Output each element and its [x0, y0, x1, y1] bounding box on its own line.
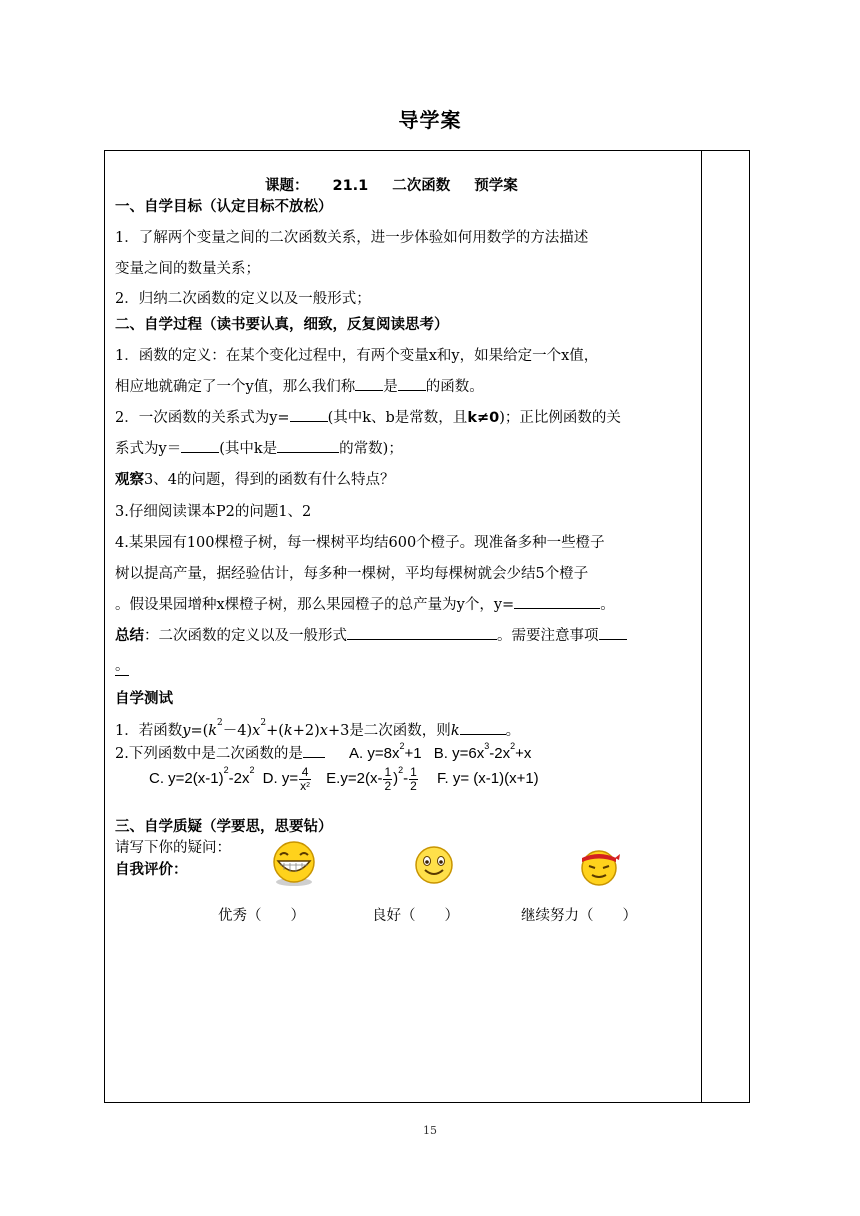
blank-6[interactable]: [514, 594, 600, 609]
definition-line1: 1．函数的定义：在某个变化过程中，有两个变量x和y，如果给定一个x值，: [115, 348, 599, 364]
section1-heading: 一、自学目标（认定目标不放松）: [115, 199, 333, 215]
blank-10[interactable]: [303, 743, 325, 758]
reading-task: 3.仔细阅读课本P2的问题1、2: [115, 504, 312, 520]
lesson-number: 21.1: [332, 178, 369, 194]
eval-keep-trying[interactable]: 继续努力（ ）: [521, 908, 637, 924]
blank-7[interactable]: [347, 625, 497, 640]
summary-end: 。: [115, 654, 129, 676]
test-question-1: 1．若函数$y=(k^2-4)x^2+(k+2)x+3$是二次函数，则k 。: [115, 718, 521, 739]
page-number: 15: [423, 1124, 437, 1137]
section2-heading: 二、自学过程（读书要认真，细致，反复阅读思考）: [115, 317, 449, 333]
orchard-line2: 树以提高产量，据经验估计，每多种一棵树，平均每棵树就会少结5个橙子: [115, 566, 589, 582]
orchard-line3: 。假设果园增种x棵橙子树，那么果园橙子的总产量为y个，y= 。: [115, 593, 615, 614]
option-c: C. $y=2(x-1)^2-2x^2$: [149, 765, 255, 788]
document-title: 导学案: [398, 108, 462, 132]
lesson-type: 预学案: [474, 178, 518, 194]
option-e: E.y=2(x- $\frac{1}{2}$ )$^2$- $\frac{1}{2}$: [326, 765, 417, 793]
option-f: F. y= (x-1)(x+1): [437, 770, 539, 788]
smiling-face-icon: [413, 844, 455, 886]
linear-function-line1: 2．一次函数的关系式为y= (其中k、b是常数，且k≠0)；正比例函数的关: [115, 406, 621, 427]
eval-good[interactable]: 良好（ ）: [372, 908, 459, 924]
blank-8[interactable]: [599, 625, 627, 640]
test-options-row2: [149, 766, 539, 793]
test-question-2: 2.下列函数中是二次函数的是 A. $y=8x^2+1$ B. $y=6x^3-2x^2+x$: [115, 741, 532, 762]
blank-5[interactable]: [277, 438, 339, 453]
self-test-heading: 自学测试: [115, 691, 173, 707]
goal1-line2: 变量之间的数量关系；: [115, 261, 260, 277]
laughing-face-icon: [267, 840, 321, 888]
lesson-title: [265, 174, 518, 195]
linear-function-line2: 系式为y＝ (其中k是 的常数)；: [115, 437, 403, 458]
lesson-label: 课题：: [265, 178, 309, 194]
blank-2[interactable]: [398, 376, 426, 391]
eval-excellent[interactable]: 优秀（ ）: [218, 908, 305, 924]
lesson-topic: 二次函数: [392, 178, 451, 194]
blank-3[interactable]: [290, 407, 328, 422]
goal2: 2．归纳二次函数的定义以及一般形式；: [115, 291, 371, 307]
blank-1[interactable]: [355, 376, 383, 391]
option-d: D. y= $\frac{4}{x^2}$: [262, 765, 310, 793]
observe-line: 观察3、4的问题，得到的函数有什么特点？: [115, 472, 395, 488]
section3-heading: 三、自学质疑（学要思，思要钻）: [115, 819, 333, 835]
option-a: A. $y=8x^2+1$: [349, 741, 422, 762]
worksheet-table: [104, 150, 750, 1103]
blank-4[interactable]: [181, 438, 219, 453]
orchard-line1: 4.某果园有100棵橙子树，每一棵树平均结600个橙子。现准备多种一些橙子: [115, 535, 605, 551]
margin-column-divider: [701, 151, 702, 1102]
question-prompt: 请写下你的疑问：: [115, 840, 231, 856]
determined-face-icon: [577, 844, 621, 888]
quadratic-expression: $y=(k^2-4)x^2+(k+2)x+3$: [182, 718, 350, 739]
option-b: B. $y=6x^3-2x^2+x$: [433, 741, 532, 762]
goal1-line1: 1．了解两个变量之间的二次函数关系，进一步体验如何用数学的方法描述: [115, 230, 589, 246]
summary-line: 总结：二次函数的定义以及一般形式 。需要注意事项: [115, 624, 627, 645]
blank-9[interactable]: [460, 720, 506, 735]
definition-line2: 相应地就确定了一个y值，那么我们称 是 的函数。: [115, 375, 484, 396]
self-evaluation-label: 自我评价：: [115, 862, 188, 878]
